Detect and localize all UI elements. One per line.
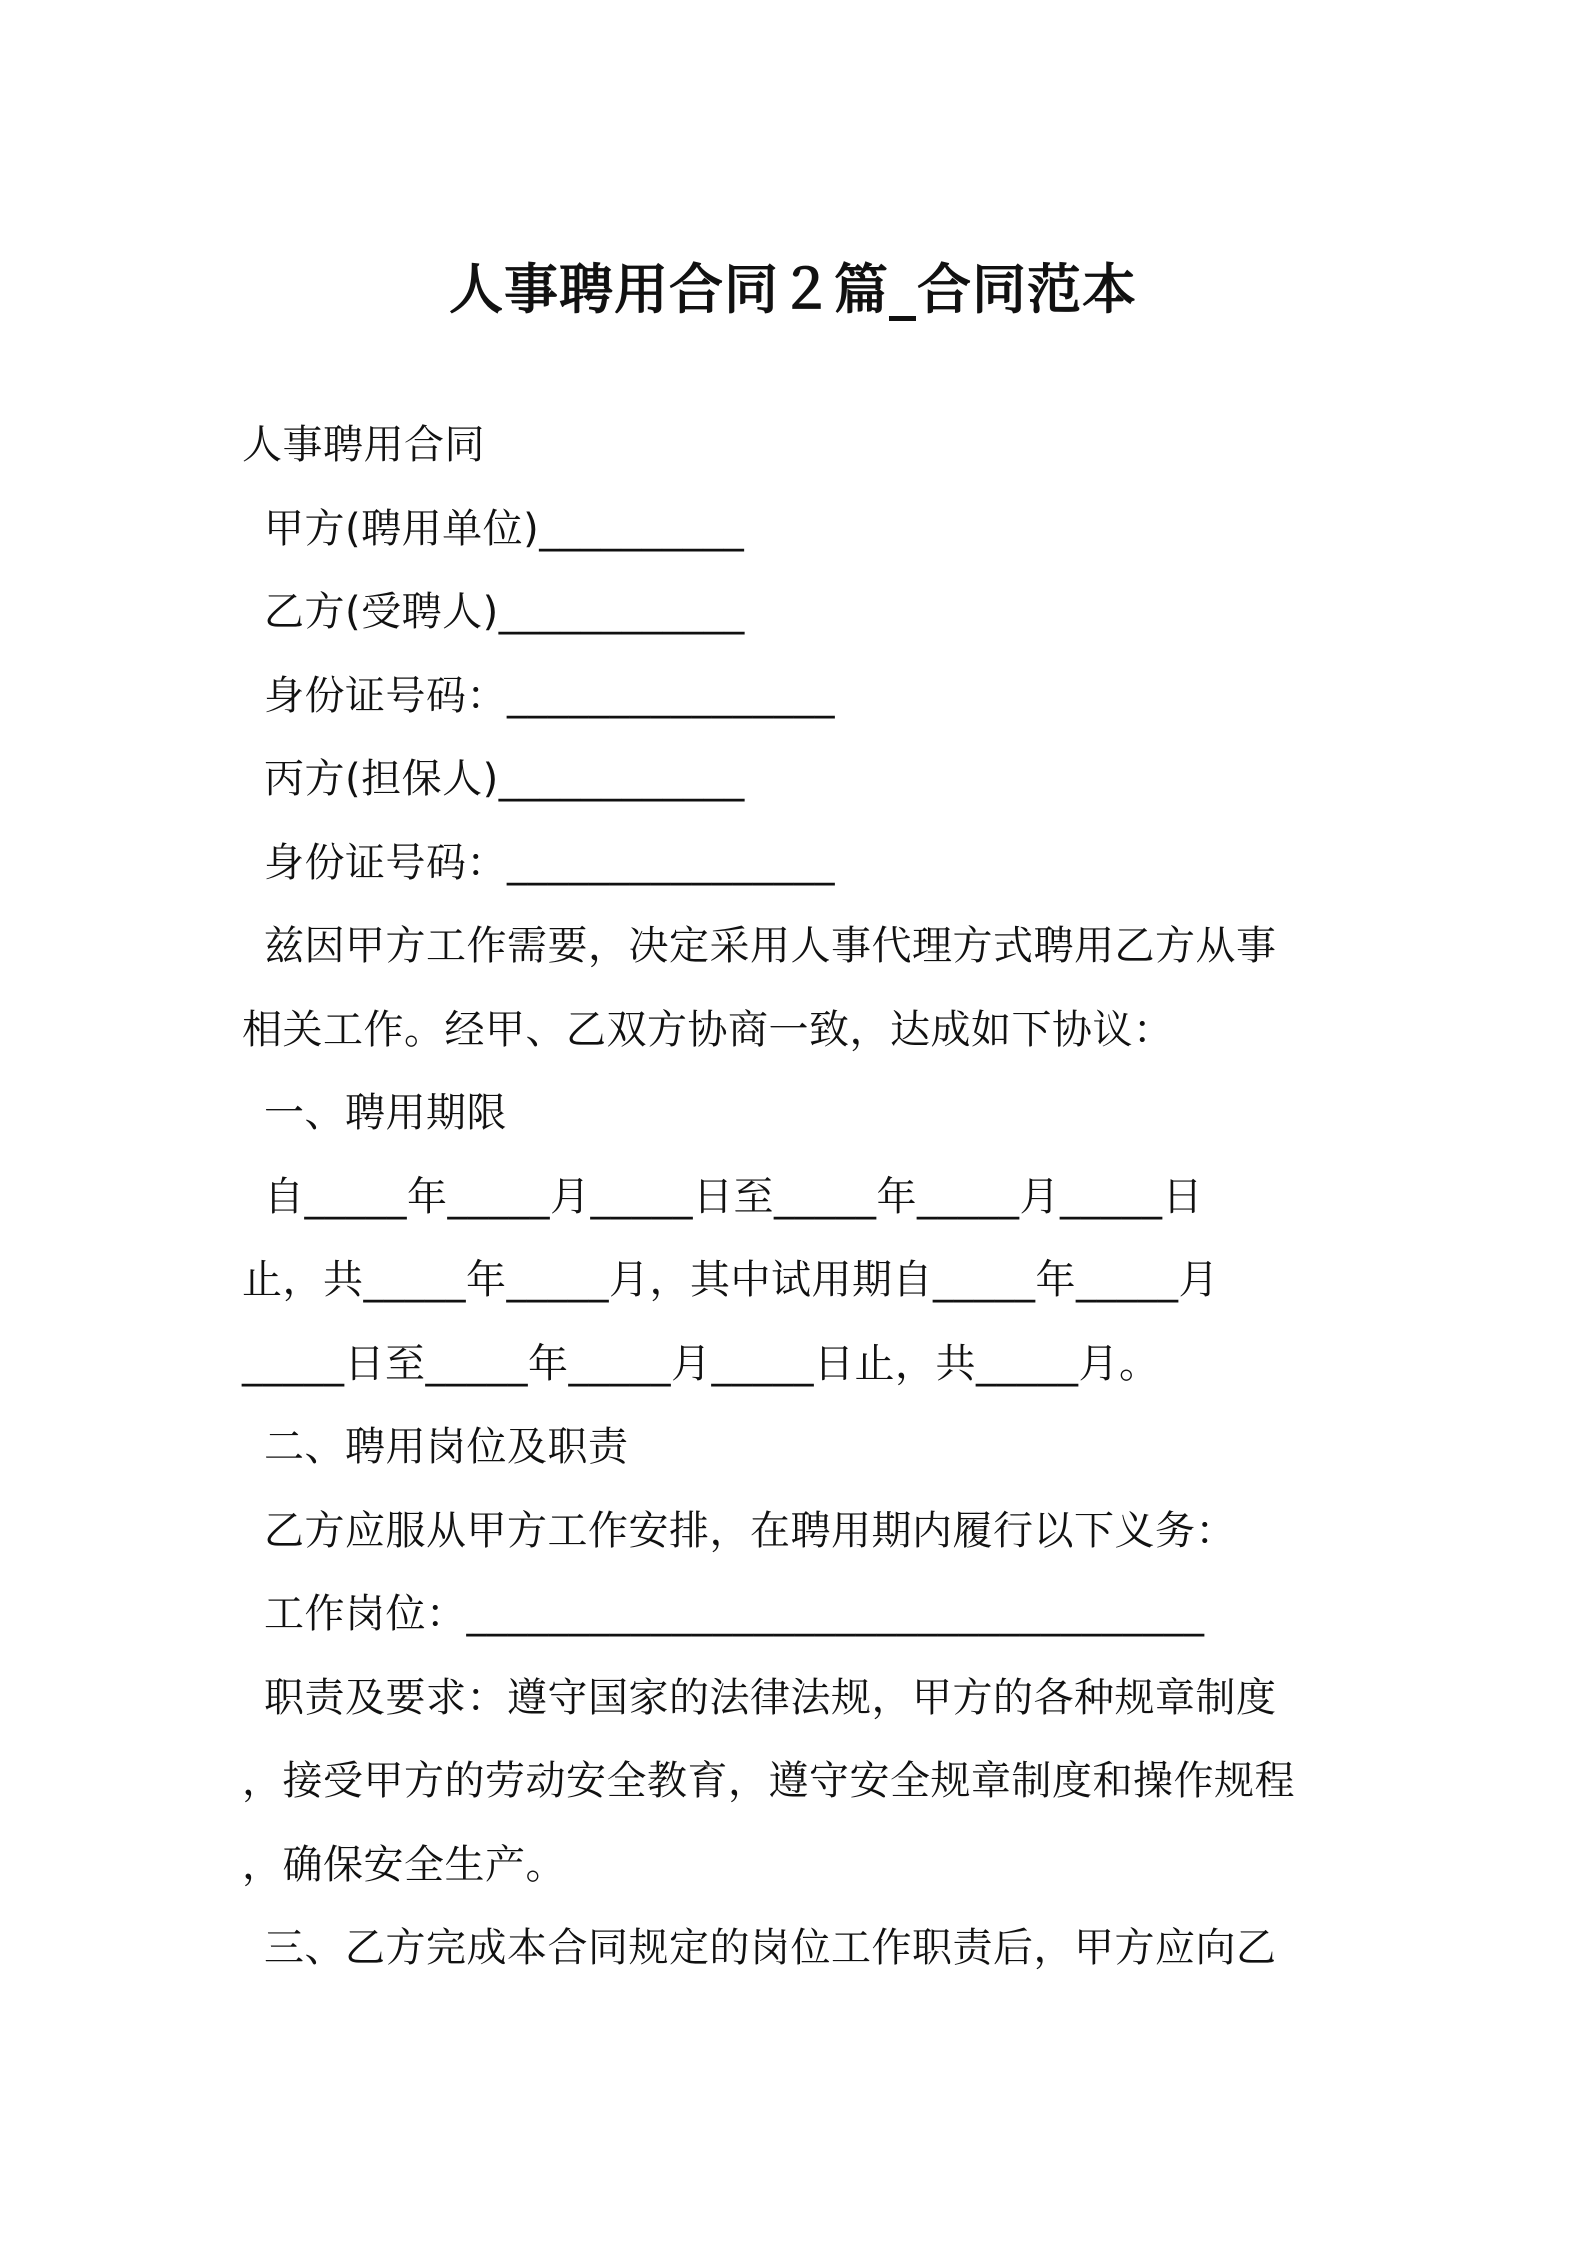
party-b-line: 乙方(受聘人)____________ xyxy=(264,589,745,635)
preamble-line-1: 兹因甲方工作需要，决定采用人事代理方式聘用乙方从事 xyxy=(264,923,1277,969)
duty-line-3: ，确保安全生产。 xyxy=(242,1841,566,1888)
duty-line-2: ，接受甲方的劳动安全教育，遵守安全规章制度和操作规程 xyxy=(242,1758,1295,1804)
term-line-3: _____日至_____年_____月_____日止，共_____月。 xyxy=(242,1340,1160,1387)
document-title: 人事聘用合同２篇_合同范本 xyxy=(449,258,1137,321)
duty-intro-line: 乙方应服从甲方工作安排，在聘用期内履行以下义务： xyxy=(264,1507,1236,1554)
party-a-line: 甲方(聘用单位)__________ xyxy=(264,505,745,552)
party-c-id-line: 身份证号码：________________ xyxy=(264,839,835,886)
section-3-line: 三、乙方完成本合同规定的岗位工作职责后，甲方应向乙 xyxy=(264,1925,1277,1971)
contract-heading: 人事聘用合同 xyxy=(242,422,485,468)
section-2-heading: 二、聘用岗位及职责 xyxy=(264,1424,629,1470)
job-position-line: 工作岗位：____________________________________ xyxy=(264,1591,1205,1637)
section-1-heading: 一、聘用期限 xyxy=(264,1090,507,1136)
party-b-id-line: 身份证号码：________________ xyxy=(264,672,835,719)
term-line-1: 自_____年_____月_____日至_____年_____月_____日 xyxy=(264,1173,1203,1220)
duty-line-1: 职责及要求：遵守国家的法律法规，甲方的各种规章制度 xyxy=(264,1674,1277,1721)
document-body xyxy=(242,404,1357,1991)
party-c-line: 丙方(担保人)____________ xyxy=(264,756,745,802)
preamble-line-2: 相关工作。经甲、乙双方协商一致，达成如下协议： xyxy=(242,1006,1174,1053)
term-line-2: 止，共_____年_____月，其中试用期自_____年_____月 xyxy=(242,1257,1219,1303)
